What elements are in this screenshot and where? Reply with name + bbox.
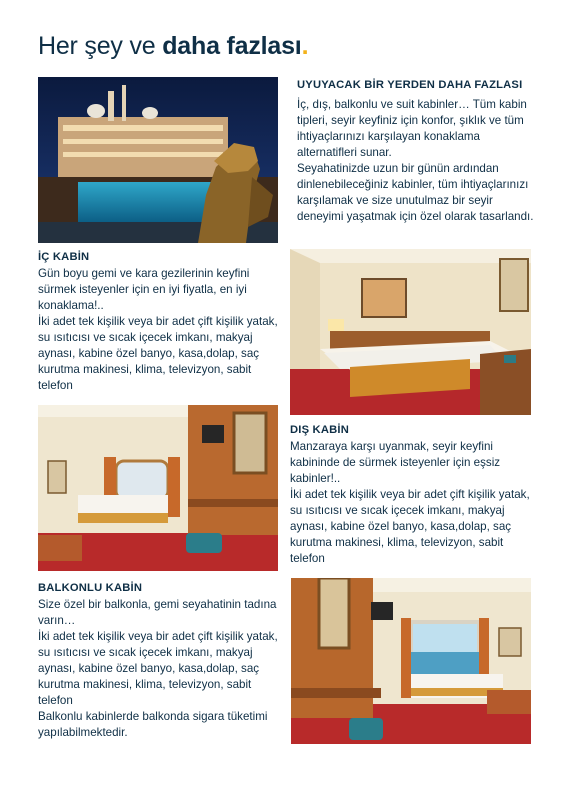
intro-paragraph-2: Seyahatinizde uzun bir günün ardından dinlenebileceğiniz kabinler, tüm ihtiyaçlarınızı karşılamak ve size unutulmaz bir seyir deneyimi yaşatmak için özel olarak tasarlandı. <box>297 162 534 223</box>
inside-cabin-paragraph-2: İki adet tek kişilik veya bir adet çift kişilik yatak, su ısıtıcısı ve sıcak içecek imkanı, makyaj aynası, kabine özel banyo, kasa,dolap, saç kurutma makinesi, klima, televizyon, sabit telefon <box>38 315 278 392</box>
balcony-cabin-paragraph-3: Balkonlu kabinlerde balkonda sigara tüketimi yapılabilmektedir. <box>38 710 268 739</box>
title-bold: daha fazlası <box>162 32 302 60</box>
page-title <box>38 32 308 61</box>
outside-cabin-section <box>290 422 535 567</box>
balcony-cabin-paragraph-1: Size özel bir balkonla, gemi seyahatinin tadına varın… <box>38 598 277 627</box>
title-regular: Her şey ve <box>38 32 163 60</box>
title-dot: . <box>301 32 309 60</box>
inside-cabin-paragraph-1: Gün boyu gemi ve kara gezilerinin keyfini sürmek isteyenler için en iyi fiyatla, en iyi konaklama!.. <box>38 267 250 312</box>
outside-cabin-photo <box>38 405 278 571</box>
inside-cabin-heading: İÇ KABİN <box>38 251 90 263</box>
balcony-cabin-section <box>38 580 278 741</box>
intro-paragraph-1: İç, dış, balkonlu ve suit kabinler… Tüm kabin tipleri, seyir keyfiniz için konfor, şıklık ve tüm ihtiyaçlarınızı karşılayan konaklama alternatifleri sunar. <box>297 98 527 159</box>
outside-cabin-paragraph-2: İki adet tek kişilik veya bir adet çift kişilik yatak, su ısıtıcısı ve sıcak içecek imkanı, makyaj aynası, kabine özel banyo, kasa,dolap, saç kurutma makinesi, klima, televizyon, sabit telefon <box>290 488 530 565</box>
inside-cabin-photo <box>290 249 531 415</box>
balcony-cabin-heading: BALKONLU KABİN <box>38 582 143 594</box>
intro-heading: UYUYACAK BİR YERDEN DAHA FAZLASI <box>297 79 523 91</box>
balcony-cabin-photo <box>291 578 531 744</box>
inside-cabin-section <box>38 249 278 394</box>
pool-deck-photo <box>38 77 278 243</box>
balcony-cabin-paragraph-2: İki adet tek kişilik veya bir adet çift kişilik yatak, su ısıtıcısı ve sıcak içecek imkanı, makyaj aynası, kabine özel banyo, kasa,dolap, saç kurutma makinesi, klima, televizyon, sabit telefon <box>38 630 278 707</box>
outside-cabin-paragraph-1: Manzaraya karşı uyanmak, seyir keyfini kabininde de sürmek isteyenler için eşsiz kabinler!.. <box>290 440 501 485</box>
outside-cabin-heading: DIŞ KABİN <box>290 424 349 436</box>
intro-section <box>297 77 537 225</box>
